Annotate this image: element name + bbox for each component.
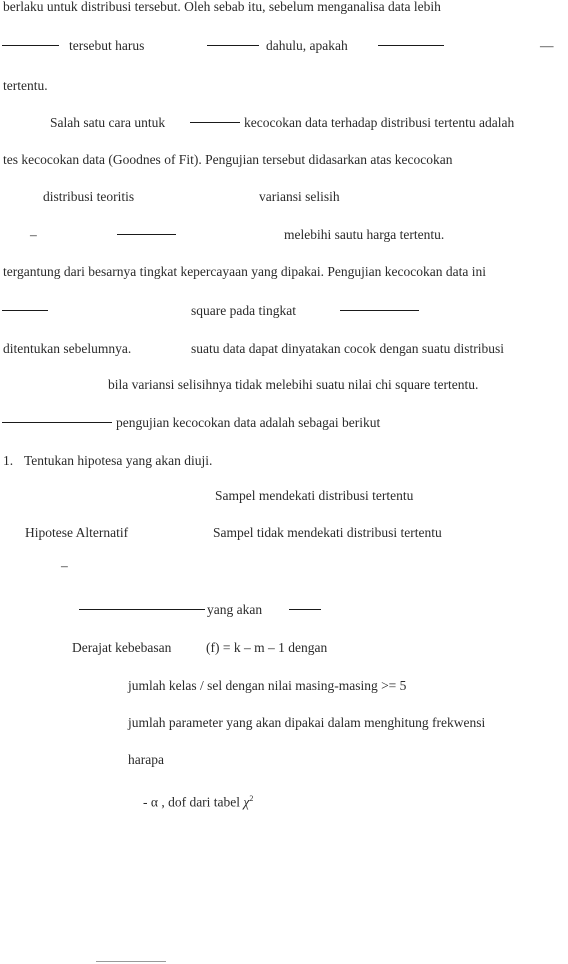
list-item: Tentukan hipotesa yang akan diuji. bbox=[24, 453, 213, 468]
definition-k: jumlah kelas / sel dengan nilai masing-masing >= 5 bbox=[128, 678, 407, 693]
hypothesis-alt: Sampel tidak mendekati distribusi tertentu bbox=[213, 525, 442, 540]
blank-rule bbox=[378, 45, 444, 46]
text-segment: square pada tingkat bbox=[191, 303, 296, 318]
text-segment: variansi selisih bbox=[259, 189, 340, 204]
paragraph-line: tes kecocokan data (Goodnes of Fit). Pengujian tersebut didasarkan atas kecocokan bbox=[3, 152, 453, 167]
text-segment: kecocokan data terhadap distribusi tertentu adalah bbox=[244, 115, 515, 130]
blank-rule bbox=[2, 310, 48, 311]
definition-m-cont: harapa bbox=[128, 752, 164, 767]
text-segment: tertentu. bbox=[3, 78, 48, 93]
chi-symbol: χ bbox=[243, 794, 250, 810]
text-segment: dahulu, apakah bbox=[266, 38, 348, 53]
blank-rule bbox=[340, 310, 419, 311]
text-segment: melebihi sautu harga tertentu. bbox=[284, 227, 445, 242]
blank-rule bbox=[79, 609, 205, 610]
blank-rule bbox=[117, 234, 176, 235]
dof-label: Derajat kebebasan bbox=[72, 640, 172, 655]
text-segment: yang akan bbox=[207, 602, 263, 617]
hypothesis-alt-label: Hipotese Alternatif bbox=[25, 525, 129, 540]
chi-table-text: - α , dof dari tabel bbox=[143, 794, 244, 810]
dash-mark: – bbox=[61, 558, 68, 573]
text-segment: tersebut harus bbox=[69, 38, 145, 53]
list-number: 1. bbox=[3, 453, 14, 468]
blank-rule bbox=[207, 45, 259, 46]
scan-artifact bbox=[96, 961, 166, 962]
hypothesis-null: Sampel mendekati distribusi tertentu bbox=[215, 488, 414, 503]
text-segment: Salah satu cara untuk bbox=[50, 115, 166, 130]
dash-mark: — bbox=[540, 38, 554, 53]
text-segment: ditentukan sebelumnya. bbox=[3, 341, 132, 356]
text-segment: pengujian kecocokan data adalah sebagai berikut bbox=[116, 415, 381, 430]
blank-rule bbox=[190, 122, 240, 123]
paragraph-line: berlaku untuk distribusi tersebut. Oleh sebab itu, sebelum menganalisa data lebih bbox=[3, 0, 441, 14]
text-segment: suatu data dapat dinyatakan cocok dengan suatu distribusi bbox=[191, 341, 505, 356]
blank-rule bbox=[2, 422, 112, 423]
definition-m: jumlah parameter yang akan dipakai dalam menghitung frekwensi bbox=[128, 715, 486, 730]
blank-rule bbox=[289, 609, 321, 610]
text-segment: bila variansi selisihnya tidak melebihi suatu nilai chi square tertentu. bbox=[108, 377, 479, 392]
chi-superscript: 2 bbox=[249, 794, 254, 803]
dash-mark: – bbox=[30, 227, 37, 242]
dof-formula: (f) = k – m – 1 dengan bbox=[206, 640, 328, 655]
chi-table-line bbox=[143, 791, 253, 811]
text-segment: distribusi teoritis bbox=[43, 189, 135, 204]
blank-rule bbox=[2, 45, 59, 46]
paragraph-line: tergantung dari besarnya tingkat kepercayaan yang dipakai. Pengujian kecocokan data ini bbox=[3, 264, 486, 279]
